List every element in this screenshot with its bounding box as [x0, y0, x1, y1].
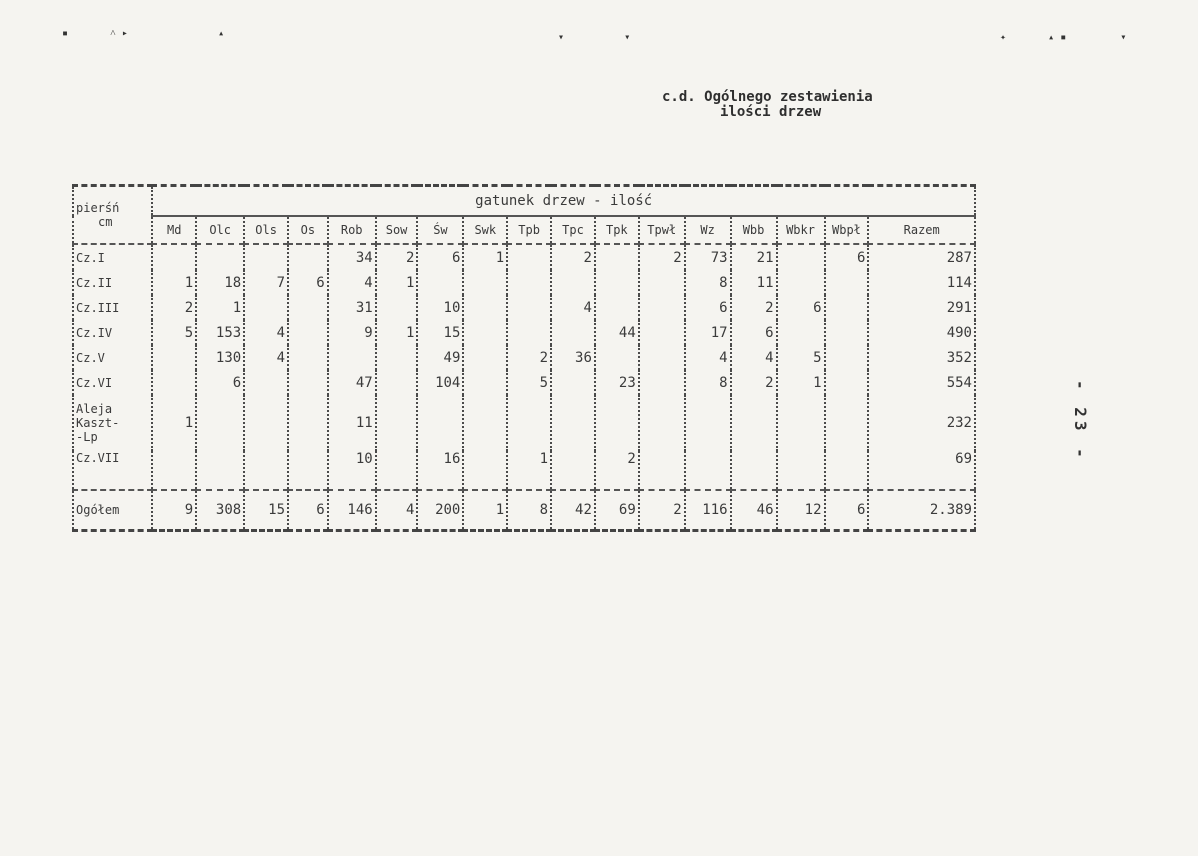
table-cell — [288, 451, 328, 490]
species-header: Św — [417, 216, 463, 244]
table-cell: 5 — [777, 345, 825, 370]
table-cell — [731, 451, 777, 490]
table-cell — [288, 395, 328, 451]
table-cell: 21 — [731, 244, 777, 270]
table-cell: 104 — [417, 370, 463, 395]
species-header: Wbkr — [777, 216, 825, 244]
table-cell — [825, 451, 869, 490]
table-cell — [685, 395, 731, 451]
table-cell: 8 — [685, 370, 731, 395]
table-body — [73, 244, 975, 531]
table-cell — [639, 395, 685, 451]
table-cell — [731, 395, 777, 451]
table-cell — [507, 395, 551, 451]
row-total-cell: 232 — [868, 395, 975, 451]
table-cell — [595, 270, 639, 295]
table-cell: 2 — [152, 295, 196, 320]
table-cell — [685, 451, 731, 490]
scan-marks: ▾ ▾ — [558, 32, 631, 43]
table-cell — [152, 370, 196, 395]
total-cell: 6 — [288, 490, 328, 531]
grand-total-cell: 2.389 — [868, 490, 975, 531]
table-cell: 4 — [551, 295, 595, 320]
species-header-row — [73, 216, 975, 244]
table-cell: 9 — [328, 320, 376, 345]
table-cell — [825, 370, 869, 395]
table-cell — [196, 395, 244, 451]
table-cell — [463, 320, 507, 345]
table-cell — [463, 395, 507, 451]
table-cell — [777, 320, 825, 345]
table-cell — [463, 270, 507, 295]
total-cell: 2 — [639, 490, 685, 531]
table-cell: 2 — [376, 244, 418, 270]
total-cell: 42 — [551, 490, 595, 531]
table-cell: 31 — [328, 295, 376, 320]
table-cell: 10 — [328, 451, 376, 490]
table-cell: 1 — [152, 395, 196, 451]
table-cell: 2 — [731, 295, 777, 320]
table-cell — [595, 295, 639, 320]
table-cell — [196, 451, 244, 490]
row-label: Cz.I — [73, 244, 152, 270]
table-cell — [507, 295, 551, 320]
table-cell: 6 — [731, 320, 777, 345]
row-total-cell: 554 — [868, 370, 975, 395]
table-cell: 6 — [417, 244, 463, 270]
table-row — [73, 270, 975, 295]
row-total-cell: 291 — [868, 295, 975, 320]
total-cell: 4 — [376, 490, 418, 531]
table-cell — [551, 451, 595, 490]
species-header: Tpc — [551, 216, 595, 244]
table-cell: 5 — [152, 320, 196, 345]
row-label: Cz.VI — [73, 370, 152, 395]
table-cell: 5 — [507, 370, 551, 395]
species-header: Wbpł — [825, 216, 869, 244]
table-cell: 4 — [731, 345, 777, 370]
scan-marks: ✦ ▴ ▪ ▾ — [1000, 32, 1127, 43]
table-cell — [463, 295, 507, 320]
table-cell: 1 — [777, 370, 825, 395]
table-cell: 34 — [328, 244, 376, 270]
row-label-line: Aleja — [76, 402, 113, 416]
species-header: Rob — [328, 216, 376, 244]
table-cell — [507, 320, 551, 345]
table-cell — [288, 320, 328, 345]
total-cell: 308 — [196, 490, 244, 531]
total-cell: 15 — [244, 490, 288, 531]
table-cell — [463, 345, 507, 370]
table-cell: 44 — [595, 320, 639, 345]
table-cell — [417, 270, 463, 295]
table-row — [73, 451, 975, 490]
tree-count-table — [72, 184, 976, 532]
table-cell: 153 — [196, 320, 244, 345]
table-cell — [288, 370, 328, 395]
row-total-cell: 490 — [868, 320, 975, 345]
table-row — [73, 345, 975, 370]
row-label: Cz.III — [73, 295, 152, 320]
row-label: Cz.VII — [73, 451, 152, 490]
table-header-row — [73, 186, 975, 217]
table-cell: 17 — [685, 320, 731, 345]
total-label: Ogółem — [73, 490, 152, 531]
scan-marks: ▪ ˄ ▸ ▴ — [62, 28, 225, 39]
total-cell: 116 — [685, 490, 731, 531]
table-cell — [825, 295, 869, 320]
row-total-cell: 69 — [868, 451, 975, 490]
table-cell — [551, 395, 595, 451]
table-cell — [463, 451, 507, 490]
table-cell: 2 — [551, 244, 595, 270]
group-header: gatunek drzew - ilość — [152, 186, 975, 217]
table-cell — [288, 345, 328, 370]
table-cell: 2 — [639, 244, 685, 270]
species-header: Tpk — [595, 216, 639, 244]
row-total-cell: 287 — [868, 244, 975, 270]
table-cell — [777, 395, 825, 451]
row-total-cell: 352 — [868, 345, 975, 370]
species-header: Wz — [685, 216, 731, 244]
table-cell — [244, 295, 288, 320]
table-cell — [595, 244, 639, 270]
table-cell — [551, 370, 595, 395]
table-cell: 4 — [244, 320, 288, 345]
table-cell: 130 — [196, 345, 244, 370]
table-cell: 4 — [244, 345, 288, 370]
total-row — [73, 490, 975, 531]
table-cell: 2 — [731, 370, 777, 395]
heading-line-1: c.d. Ogólnego zestawienia — [662, 89, 873, 105]
table-cell: 73 — [685, 244, 731, 270]
table-cell: 6 — [777, 295, 825, 320]
table-cell: 11 — [328, 395, 376, 451]
species-header: Swk — [463, 216, 507, 244]
table-cell — [825, 345, 869, 370]
species-header: Wbb — [731, 216, 777, 244]
table-cell — [463, 370, 507, 395]
species-header: Ols — [244, 216, 288, 244]
table-cell — [595, 395, 639, 451]
table-cell — [595, 345, 639, 370]
table-cell — [639, 295, 685, 320]
table-cell: 1 — [507, 451, 551, 490]
row-total-cell: 114 — [868, 270, 975, 295]
table-cell — [639, 320, 685, 345]
table-cell: 6 — [288, 270, 328, 295]
table-cell — [376, 370, 418, 395]
table-cell — [825, 395, 869, 451]
table-cell: 15 — [417, 320, 463, 345]
species-header: Olc — [196, 216, 244, 244]
table-row — [73, 395, 975, 451]
table-cell: 4 — [685, 345, 731, 370]
row-label: Cz.II — [73, 270, 152, 295]
document-heading — [662, 90, 962, 120]
table-cell — [376, 345, 418, 370]
table-cell — [244, 395, 288, 451]
total-cell: 146 — [328, 490, 376, 531]
table-row — [73, 244, 975, 270]
total-cell: 46 — [731, 490, 777, 531]
total-cell: 69 — [595, 490, 639, 531]
row-label-line: -Lp — [76, 430, 98, 444]
table-cell — [777, 270, 825, 295]
razem-header: Razem — [868, 216, 975, 244]
total-cell: 6 — [825, 490, 869, 531]
table-cell — [825, 270, 869, 295]
table-cell: 36 — [551, 345, 595, 370]
table-cell — [639, 270, 685, 295]
table-cell — [639, 345, 685, 370]
row-label — [73, 395, 152, 451]
table-cell — [288, 295, 328, 320]
table-cell: 11 — [731, 270, 777, 295]
table-cell — [288, 244, 328, 270]
table-cell — [551, 270, 595, 295]
heading-line-2: ilości drzew — [720, 104, 822, 120]
table-cell — [777, 244, 825, 270]
table-cell — [551, 320, 595, 345]
table-cell — [152, 244, 196, 270]
species-header: Tpb — [507, 216, 551, 244]
table-cell: 16 — [417, 451, 463, 490]
table-cell: 6 — [685, 295, 731, 320]
total-cell: 200 — [417, 490, 463, 531]
table-row — [73, 320, 975, 345]
table-cell: 4 — [328, 270, 376, 295]
table-cell — [152, 345, 196, 370]
table-cell — [376, 395, 418, 451]
table-cell — [417, 395, 463, 451]
table-cell — [825, 320, 869, 345]
table-cell: 47 — [328, 370, 376, 395]
table-cell — [244, 451, 288, 490]
table-cell: 1 — [196, 295, 244, 320]
table-cell: 2 — [595, 451, 639, 490]
total-cell: 1 — [463, 490, 507, 531]
row-label-line: Kaszt- — [76, 416, 120, 430]
table-cell: 1 — [152, 270, 196, 295]
species-header: Tpwł — [639, 216, 685, 244]
table-cell: 7 — [244, 270, 288, 295]
table-row — [73, 295, 975, 320]
species-header: Md — [152, 216, 196, 244]
table-cell — [376, 451, 418, 490]
total-cell: 8 — [507, 490, 551, 531]
table-cell — [507, 270, 551, 295]
row-label: Cz.V — [73, 345, 152, 370]
stub-header: pierśń cm — [73, 186, 152, 245]
table-cell — [196, 244, 244, 270]
table-cell: 49 — [417, 345, 463, 370]
table-cell — [244, 370, 288, 395]
table-row — [73, 370, 975, 395]
table-cell — [507, 244, 551, 270]
table-cell: 2 — [507, 345, 551, 370]
table-cell — [244, 244, 288, 270]
species-header: Sow — [376, 216, 418, 244]
table-cell: 8 — [685, 270, 731, 295]
table-cell — [639, 451, 685, 490]
table-cell: 18 — [196, 270, 244, 295]
table-cell — [152, 451, 196, 490]
page-number: - 23 - — [1071, 380, 1090, 462]
table-cell — [777, 451, 825, 490]
row-label: Cz.IV — [73, 320, 152, 345]
table-cell: 6 — [196, 370, 244, 395]
total-cell: 12 — [777, 490, 825, 531]
table-cell — [639, 370, 685, 395]
table-cell — [328, 345, 376, 370]
species-header: Os — [288, 216, 328, 244]
table-cell — [376, 295, 418, 320]
table-cell: 23 — [595, 370, 639, 395]
table-cell: 10 — [417, 295, 463, 320]
table-cell: 1 — [376, 270, 418, 295]
table-cell: 1 — [376, 320, 418, 345]
table-cell: 1 — [463, 244, 507, 270]
total-cell: 9 — [152, 490, 196, 531]
table-cell: 6 — [825, 244, 869, 270]
